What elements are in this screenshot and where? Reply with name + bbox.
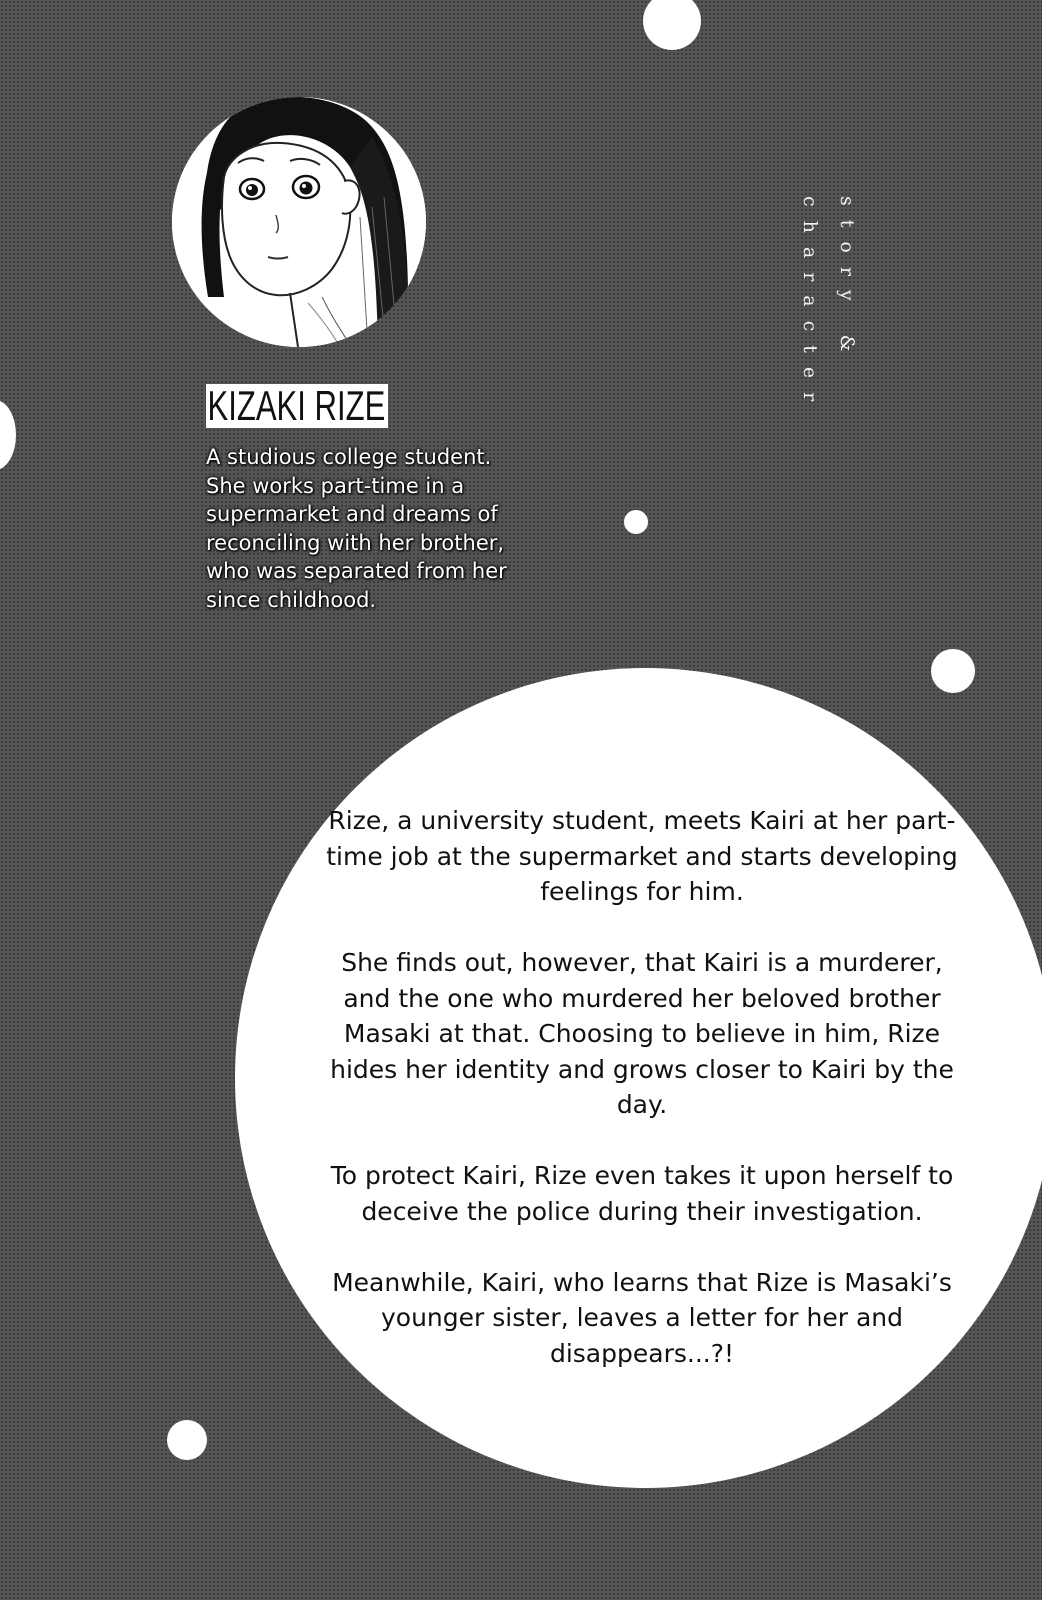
story-paragraph: Meanwhile, Kairi, who learns that Rize is Masaki’s younger sister, leaves a letter for her and disappears...?! [332,1267,952,1368]
vertical-title-character: character [799,196,821,416]
decor-dot-left-edge [0,400,16,470]
story-paragraph: She finds out, however, that Kairi is a murderer, and the one who murdered her beloved brother Masaki at that. Choosing to believe in him, Rize hides her identity and grows closer to Kairi by the day. [330,948,954,1119]
character-name: KIZAKI RIZE [206,384,388,428]
character-bio: A studious college student. She works part-time in a supermarket and dreams of reconciling with her brother, who was separated from her since childhood. [206,445,507,612]
decor-dot-bottom [167,1420,207,1460]
story-paragraph: Rize, a university student, meets Kairi at her part-time job at the supermarket and starts developing feelings for him. [326,806,958,906]
decor-dot-right [931,649,975,693]
story-paragraph: To protect Kairi, Rize even takes it upon herself to deceive the police during their investigation. [330,1161,954,1226]
decor-dot-top [643,0,701,50]
vertical-title-story: story & [836,196,858,366]
character-illustration [172,97,426,347]
vertical-title [800,196,856,415]
decor-dot-small [624,510,648,534]
character-portrait [172,97,426,347]
story-summary [322,803,962,1407]
